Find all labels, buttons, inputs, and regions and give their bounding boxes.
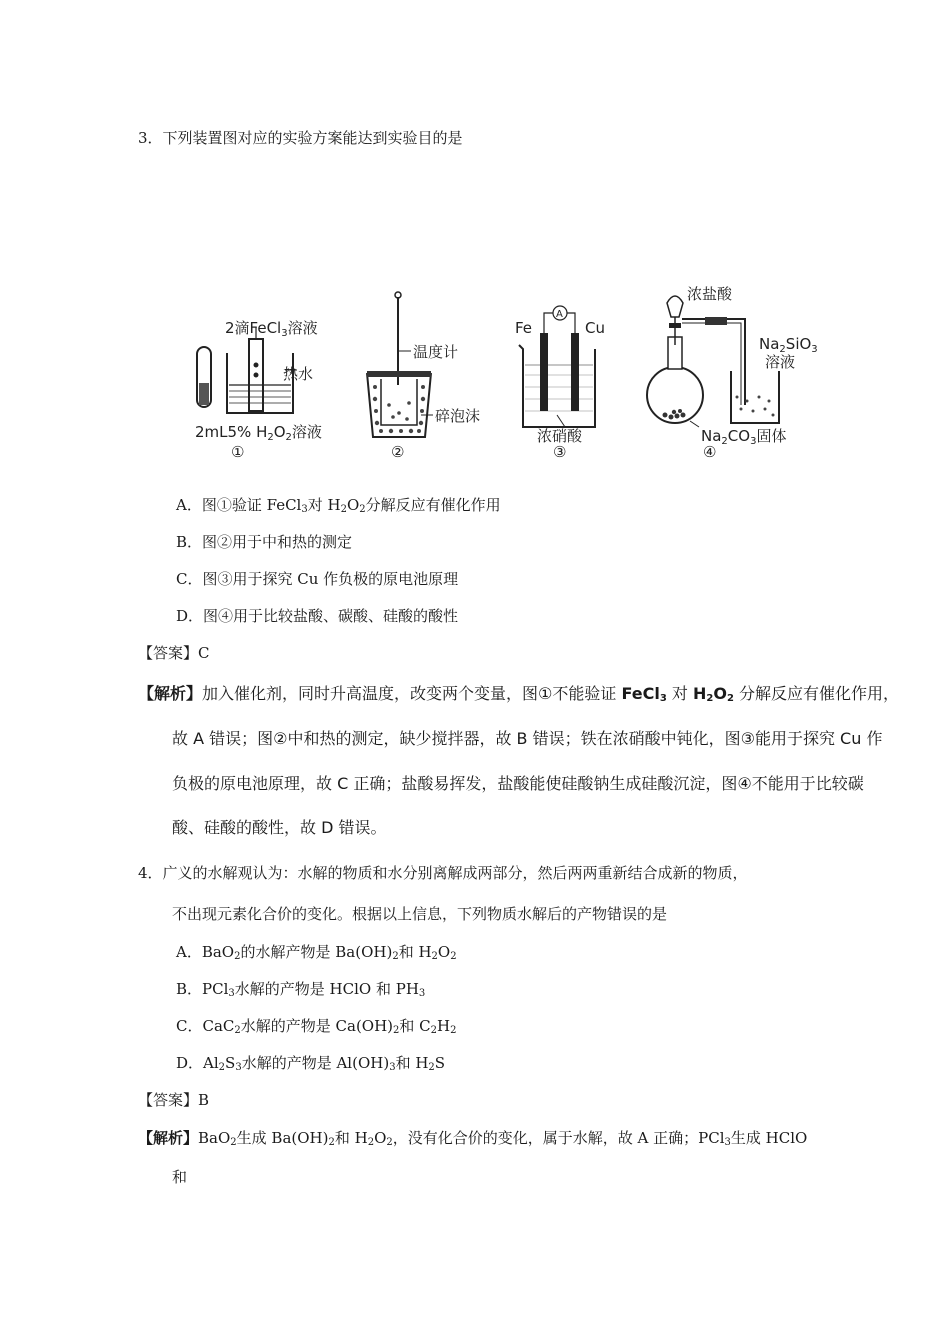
- label-foam: 碎泡沫: [435, 407, 481, 425]
- label-na2sio3: $Na_2SiO_3$: [759, 335, 818, 355]
- svg-text:A: A: [556, 309, 563, 320]
- label-thermometer: 温度计: [413, 343, 459, 361]
- q3-option-a: A．图①验证 FeCl$_3$对 $H_2O_2$分解反应有催化作用: [176, 496, 501, 515]
- apparatus-1: [195, 319, 322, 461]
- q4-stem-line2: 不出现元素化合价的变化。根据以上信息，下列物质水解后的产物错误的是: [172, 905, 668, 923]
- label-conc-hcl: 浓盐酸: [687, 285, 733, 303]
- q3-option-c: C．图③用于探究 Cu 作负极的原电池原理: [176, 570, 459, 588]
- dropping-funnel: [667, 296, 683, 317]
- q3-analysis-line3: 负极的原电池原理，故 C 正确；盐酸易挥发，盐酸能使硅酸钠生成硅酸沉淀，图④不能用于比较碳: [172, 774, 864, 793]
- figure-number-4: ④: [703, 443, 717, 461]
- figure-number-1: ①: [231, 443, 245, 461]
- q3-stem: 3．下列装置图对应的实验方案能达到实验目的是: [138, 129, 463, 147]
- q4-stem-line1: 4．广义的水解观认为：水解的物质和水分别离解成两部分，然后两两重新结合成新的物质，: [138, 864, 748, 882]
- label-h2o2: 2mL5% $H_2O_2$溶液: [195, 423, 322, 443]
- q4-option-b: B．PCl$_3$水解的产物是 HClO 和 $PH_3$: [176, 980, 426, 999]
- label-fe: Fe: [515, 319, 533, 337]
- label-fecl3: 2滴FeCl$_3$溶液: [225, 319, 318, 339]
- q3-option-d: D．图④用于比较盐酸、碳酸、硅酸的酸性: [176, 607, 459, 625]
- q4-option-c: C．CaC$_2$水解的产物是 $Ca(OH)_2$和 $C_2H_2$: [176, 1017, 457, 1036]
- label-solution: 溶液: [765, 353, 796, 371]
- q4-option-a: A．BaO$_2$的水解产物是 $Ba(OH)_2$和 $H_2O_2$: [176, 943, 457, 962]
- label-hot-water: 热水: [283, 365, 314, 383]
- q3-option-b: B．图②用于中和热的测定: [176, 533, 353, 551]
- q4-analysis-line1: 【解析】BaO$_2$生成 $Ba(OH)_2$和 $H_2O_2$，没有化合价的变化，属于水解，故 A 正确；PCl$_3$生成 HClO: [138, 1129, 808, 1148]
- q3-analysis-line2: 故 A 错误；图②中和热的测定，缺少搅拌器，故 B 错误；铁在浓硝酸中钝化，图③能用于探究 Cu 作: [172, 729, 883, 748]
- figure-number-3: ③: [553, 443, 567, 461]
- q4-option-d: D．$Al_2S_3$水解的产物是 $Al(OH)_3$和 $H_2S$: [176, 1054, 446, 1073]
- q3-analysis-line4: 酸、硅酸的酸性，故 D 错误。: [172, 818, 387, 837]
- q4-analysis-line2: 和: [172, 1168, 188, 1186]
- apparatus-3: [515, 306, 605, 461]
- label-cu: Cu: [585, 319, 605, 337]
- apparatus-figure: [185, 275, 845, 470]
- apparatus-4: [647, 285, 818, 461]
- beaker-1: [227, 353, 293, 413]
- q3-analysis-line1: 【解析】加入催化剂，同时升高温度，改变两个变量，图①不能验证 FeCl$_3$ 对 $H_2O_2$ 分解反应有催化作用，: [138, 684, 899, 704]
- label-conc-nitric: 浓硝酸: [537, 427, 583, 445]
- beaker-3: [519, 345, 595, 427]
- q4-answer: 【答案】B: [138, 1091, 210, 1109]
- q3-answer: 【答案】C: [138, 644, 210, 662]
- label-na2co3: $Na_2CO_3$固体: [701, 427, 787, 447]
- figure-number-2: ②: [391, 443, 405, 461]
- fe-electrode: [540, 333, 548, 411]
- cu-electrode: [571, 333, 579, 411]
- apparatus-2: [367, 292, 480, 461]
